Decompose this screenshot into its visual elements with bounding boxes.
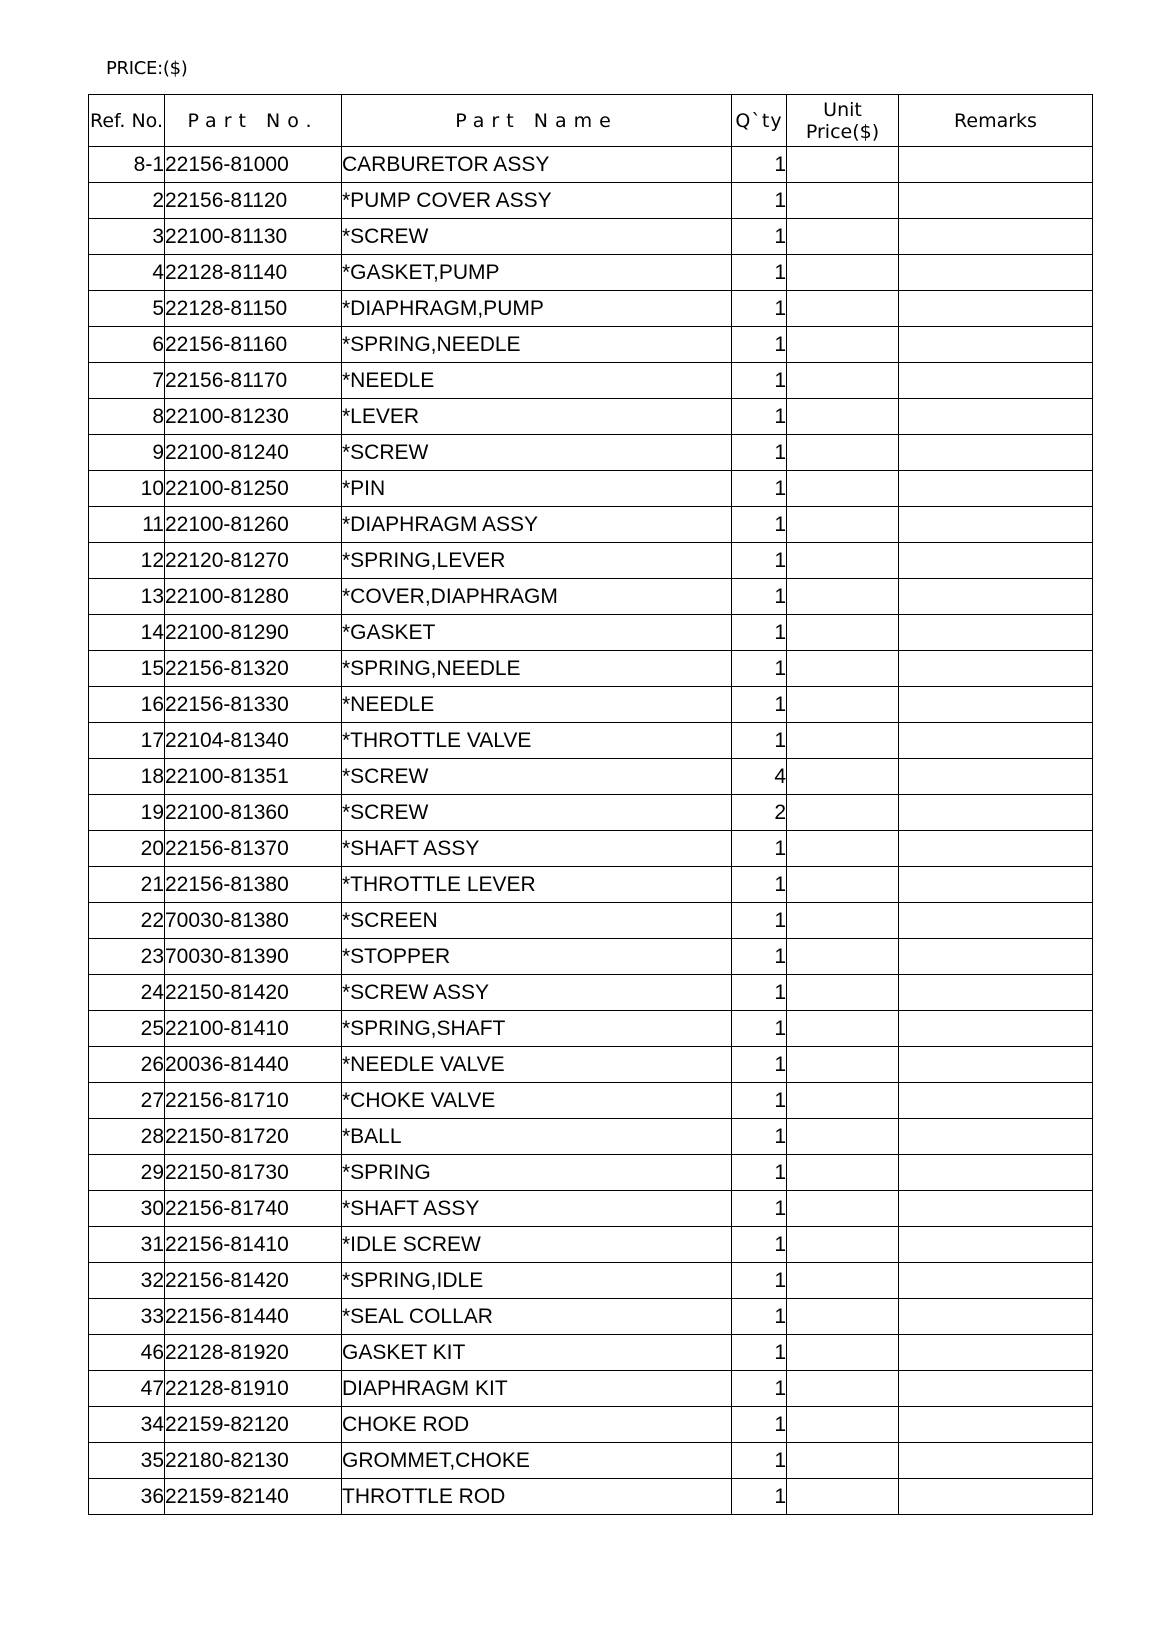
part-name-cell: *SHAFT ASSY: [342, 1191, 732, 1227]
qty-cell: 1: [732, 1371, 787, 1407]
part-name-cell: GROMMET,CHOKE: [342, 1443, 732, 1479]
part-no-cell: 22180-82130: [165, 1443, 342, 1479]
table-row: [89, 867, 1093, 903]
unit-price-line1: Unit: [823, 98, 862, 121]
part-no-cell: 22104-81340: [165, 723, 342, 759]
column-header-unit-price: [787, 95, 899, 147]
part-no-cell: 22128-81910: [165, 1371, 342, 1407]
unit-price-cell: [787, 795, 899, 831]
qty-cell: 1: [732, 939, 787, 975]
ref-no-cell: 20: [89, 831, 165, 867]
part-no-cell: 22156-81320: [165, 651, 342, 687]
unit-price-cell: [787, 183, 899, 219]
part-name-cell: *SEAL COLLAR: [342, 1299, 732, 1335]
unit-price-cell: [787, 1443, 899, 1479]
part-no-cell: 22100-81351: [165, 759, 342, 795]
table-row: [89, 1191, 1093, 1227]
part-name-cell: *IDLE SCREW: [342, 1227, 732, 1263]
ref-no-cell: 36: [89, 1479, 165, 1515]
qty-cell: 1: [732, 831, 787, 867]
remarks-cell: [899, 1335, 1093, 1371]
unit-price-cell: [787, 147, 899, 183]
part-no-cell: 22156-81160: [165, 327, 342, 363]
qty-cell: 4: [732, 759, 787, 795]
column-header-remarks: Remarks: [899, 95, 1093, 147]
table-row: [89, 291, 1093, 327]
unit-price-cell: [787, 1299, 899, 1335]
remarks-cell: [899, 1371, 1093, 1407]
table-row: [89, 327, 1093, 363]
part-no-cell: 22156-81380: [165, 867, 342, 903]
qty-cell: 1: [732, 903, 787, 939]
unit-price-cell: [787, 1047, 899, 1083]
table-row: [89, 939, 1093, 975]
part-no-cell: 70030-81390: [165, 939, 342, 975]
part-name-cell: CARBURETOR ASSY: [342, 147, 732, 183]
qty-cell: 1: [732, 183, 787, 219]
unit-price-cell: [787, 1083, 899, 1119]
table-row: [89, 1371, 1093, 1407]
unit-price-cell: [787, 435, 899, 471]
table-row: [89, 363, 1093, 399]
table-body: [89, 147, 1093, 1515]
qty-cell: 1: [732, 1191, 787, 1227]
remarks-cell: [899, 1191, 1093, 1227]
remarks-cell: [899, 1047, 1093, 1083]
part-no-cell: 22156-81170: [165, 363, 342, 399]
remarks-cell: [899, 1479, 1093, 1515]
part-no-cell: 22156-81330: [165, 687, 342, 723]
ref-no-cell: 3: [89, 219, 165, 255]
unit-price-cell: [787, 219, 899, 255]
qty-cell: 1: [732, 1227, 787, 1263]
remarks-cell: [899, 435, 1093, 471]
ref-no-cell: 19: [89, 795, 165, 831]
part-no-cell: 22150-81730: [165, 1155, 342, 1191]
part-no-cell: 22150-81720: [165, 1119, 342, 1155]
part-name-cell: *GASKET,PUMP: [342, 255, 732, 291]
part-name-cell: *SCREW: [342, 435, 732, 471]
parts-table: [88, 94, 1093, 1515]
qty-cell: 1: [732, 291, 787, 327]
ref-no-cell: 22: [89, 903, 165, 939]
part-name-cell: *SCREEN: [342, 903, 732, 939]
part-name-cell: *LEVER: [342, 399, 732, 435]
remarks-cell: [899, 291, 1093, 327]
unit-price-cell: [787, 1155, 899, 1191]
unit-price-cell: [787, 507, 899, 543]
ref-no-cell: 28: [89, 1119, 165, 1155]
remarks-cell: [899, 399, 1093, 435]
ref-no-cell: 25: [89, 1011, 165, 1047]
ref-no-cell: 26: [89, 1047, 165, 1083]
part-no-cell: 22159-82120: [165, 1407, 342, 1443]
table-row: [89, 1011, 1093, 1047]
column-header-ref-no: Ref. No.: [89, 95, 165, 147]
column-header-qty: Q`ty: [732, 95, 787, 147]
remarks-cell: [899, 363, 1093, 399]
unit-price-cell: [787, 1119, 899, 1155]
qty-cell: 1: [732, 327, 787, 363]
part-name-cell: *DIAPHRAGM,PUMP: [342, 291, 732, 327]
part-name-cell: *NEEDLE: [342, 687, 732, 723]
unit-price-cell: [787, 1263, 899, 1299]
part-no-cell: 22100-81260: [165, 507, 342, 543]
remarks-cell: [899, 1299, 1093, 1335]
unit-price-cell: [787, 687, 899, 723]
qty-cell: 1: [732, 1299, 787, 1335]
unit-price-cell: [787, 975, 899, 1011]
unit-price-cell: [787, 867, 899, 903]
part-no-cell: 22156-81740: [165, 1191, 342, 1227]
part-name-cell: *SHAFT ASSY: [342, 831, 732, 867]
table-row: [89, 903, 1093, 939]
ref-no-cell: 21: [89, 867, 165, 903]
unit-price-cell: [787, 1371, 899, 1407]
part-name-cell: *NEEDLE: [342, 363, 732, 399]
remarks-cell: [899, 507, 1093, 543]
unit-price-cell: [787, 255, 899, 291]
column-header-part-no: Part No.: [165, 95, 342, 147]
part-no-cell: 22156-81000: [165, 147, 342, 183]
table-row: [89, 147, 1093, 183]
unit-price-cell: [787, 615, 899, 651]
part-no-cell: 22156-81440: [165, 1299, 342, 1335]
table-row: [89, 435, 1093, 471]
part-no-cell: 22128-81920: [165, 1335, 342, 1371]
part-name-cell: *STOPPER: [342, 939, 732, 975]
part-no-cell: 22156-81370: [165, 831, 342, 867]
remarks-cell: [899, 723, 1093, 759]
unit-price-cell: [787, 471, 899, 507]
table-row: [89, 1227, 1093, 1263]
remarks-cell: [899, 759, 1093, 795]
part-no-cell: 22156-81120: [165, 183, 342, 219]
table-row: [89, 687, 1093, 723]
remarks-cell: [899, 327, 1093, 363]
qty-cell: 1: [732, 507, 787, 543]
part-no-cell: 22100-81250: [165, 471, 342, 507]
remarks-cell: [899, 1011, 1093, 1047]
ref-no-cell: 31: [89, 1227, 165, 1263]
ref-no-cell: 8-1: [89, 147, 165, 183]
remarks-cell: [899, 1155, 1093, 1191]
part-name-cell: *THROTTLE VALVE: [342, 723, 732, 759]
qty-cell: 1: [732, 1119, 787, 1155]
ref-no-cell: 23: [89, 939, 165, 975]
ref-no-cell: 33: [89, 1299, 165, 1335]
part-name-cell: *SPRING,NEEDLE: [342, 327, 732, 363]
part-no-cell: 22156-81710: [165, 1083, 342, 1119]
remarks-cell: [899, 219, 1093, 255]
table-row: [89, 795, 1093, 831]
part-name-cell: GASKET KIT: [342, 1335, 732, 1371]
part-name-cell: *GASKET: [342, 615, 732, 651]
ref-no-cell: 4: [89, 255, 165, 291]
qty-cell: 1: [732, 1083, 787, 1119]
remarks-cell: [899, 1443, 1093, 1479]
unit-price-cell: [787, 327, 899, 363]
part-name-cell: *DIAPHRAGM ASSY: [342, 507, 732, 543]
ref-no-cell: 8: [89, 399, 165, 435]
part-no-cell: 22159-82140: [165, 1479, 342, 1515]
qty-cell: 1: [732, 147, 787, 183]
qty-cell: 1: [732, 1047, 787, 1083]
table-row: [89, 1299, 1093, 1335]
table-header-row: [89, 95, 1093, 147]
part-no-cell: 22100-81410: [165, 1011, 342, 1047]
unit-price-cell: [787, 759, 899, 795]
remarks-cell: [899, 1083, 1093, 1119]
qty-cell: 1: [732, 723, 787, 759]
remarks-cell: [899, 1407, 1093, 1443]
remarks-cell: [899, 651, 1093, 687]
table-row: [89, 1155, 1093, 1191]
ref-no-cell: 15: [89, 651, 165, 687]
table-row: [89, 1407, 1093, 1443]
ref-no-cell: 32: [89, 1263, 165, 1299]
part-no-cell: 22100-81130: [165, 219, 342, 255]
qty-cell: 1: [732, 579, 787, 615]
part-name-cell: *NEEDLE VALVE: [342, 1047, 732, 1083]
part-name-cell: THROTTLE ROD: [342, 1479, 732, 1515]
table-row: [89, 723, 1093, 759]
ref-no-cell: 47: [89, 1371, 165, 1407]
unit-price-cell: [787, 291, 899, 327]
part-name-cell: CHOKE ROD: [342, 1407, 732, 1443]
part-name-cell: *COVER,DIAPHRAGM: [342, 579, 732, 615]
table-row: [89, 759, 1093, 795]
table-row: [89, 543, 1093, 579]
qty-cell: 1: [732, 255, 787, 291]
qty-cell: 2: [732, 795, 787, 831]
unit-price-cell: [787, 831, 899, 867]
part-name-cell: *PUMP COVER ASSY: [342, 183, 732, 219]
qty-cell: 1: [732, 543, 787, 579]
part-no-cell: 22100-81290: [165, 615, 342, 651]
part-name-cell: DIAPHRAGM KIT: [342, 1371, 732, 1407]
qty-cell: 1: [732, 435, 787, 471]
ref-no-cell: 12: [89, 543, 165, 579]
remarks-cell: [899, 939, 1093, 975]
ref-no-cell: 2: [89, 183, 165, 219]
unit-price-cell: [787, 543, 899, 579]
qty-cell: 1: [732, 219, 787, 255]
part-no-cell: 22120-81270: [165, 543, 342, 579]
remarks-cell: [899, 471, 1093, 507]
table-row: [89, 579, 1093, 615]
table-row: [89, 1479, 1093, 1515]
table-row: [89, 651, 1093, 687]
remarks-cell: [899, 147, 1093, 183]
part-name-cell: *SPRING,LEVER: [342, 543, 732, 579]
qty-cell: 1: [732, 363, 787, 399]
qty-cell: 1: [732, 399, 787, 435]
remarks-cell: [899, 687, 1093, 723]
table-row: [89, 1119, 1093, 1155]
ref-no-cell: 46: [89, 1335, 165, 1371]
part-name-cell: *BALL: [342, 1119, 732, 1155]
part-name-cell: *SPRING,IDLE: [342, 1263, 732, 1299]
remarks-cell: [899, 579, 1093, 615]
unit-price-cell: [787, 1191, 899, 1227]
unit-price-cell: [787, 363, 899, 399]
ref-no-cell: 34: [89, 1407, 165, 1443]
unit-price-line2: Price($): [805, 120, 880, 143]
remarks-cell: [899, 1227, 1093, 1263]
qty-cell: 1: [732, 1479, 787, 1515]
table-row: [89, 399, 1093, 435]
table-row: [89, 507, 1093, 543]
part-no-cell: 70030-81380: [165, 903, 342, 939]
unit-price-cell: [787, 1227, 899, 1263]
remarks-cell: [899, 795, 1093, 831]
table-row: [89, 255, 1093, 291]
part-no-cell: 20036-81440: [165, 1047, 342, 1083]
table-row: [89, 615, 1093, 651]
ref-no-cell: 14: [89, 615, 165, 651]
ref-no-cell: 16: [89, 687, 165, 723]
part-no-cell: 22150-81420: [165, 975, 342, 1011]
qty-cell: 1: [732, 1155, 787, 1191]
part-no-cell: 22128-81140: [165, 255, 342, 291]
price-label: PRICE:($): [106, 58, 188, 79]
table-row: [89, 219, 1093, 255]
table-row: [89, 975, 1093, 1011]
part-name-cell: *THROTTLE LEVER: [342, 867, 732, 903]
part-name-cell: *CHOKE VALVE: [342, 1083, 732, 1119]
remarks-cell: [899, 1263, 1093, 1299]
part-name-cell: *SCREW ASSY: [342, 975, 732, 1011]
qty-cell: 1: [732, 1443, 787, 1479]
table-row: [89, 1263, 1093, 1299]
table-row: [89, 1443, 1093, 1479]
unit-price-cell: [787, 651, 899, 687]
table-row: [89, 1335, 1093, 1371]
ref-no-cell: 29: [89, 1155, 165, 1191]
part-name-cell: *SCREW: [342, 759, 732, 795]
table-row: [89, 831, 1093, 867]
column-header-part-name: Part Name: [342, 95, 732, 147]
part-name-cell: *PIN: [342, 471, 732, 507]
part-name-cell: *SCREW: [342, 795, 732, 831]
unit-price-cell: [787, 579, 899, 615]
qty-cell: 1: [732, 867, 787, 903]
ref-no-cell: 18: [89, 759, 165, 795]
remarks-cell: [899, 255, 1093, 291]
ref-no-cell: 5: [89, 291, 165, 327]
remarks-cell: [899, 867, 1093, 903]
qty-cell: 1: [732, 651, 787, 687]
remarks-cell: [899, 975, 1093, 1011]
unit-price-cell: [787, 1407, 899, 1443]
unit-price-cell: [787, 399, 899, 435]
unit-price-cell: [787, 1479, 899, 1515]
part-no-cell: 22156-81410: [165, 1227, 342, 1263]
qty-cell: 1: [732, 615, 787, 651]
qty-cell: 1: [732, 975, 787, 1011]
ref-no-cell: 13: [89, 579, 165, 615]
ref-no-cell: 9: [89, 435, 165, 471]
ref-no-cell: 11: [89, 507, 165, 543]
part-no-cell: 22100-81280: [165, 579, 342, 615]
part-no-cell: 22100-81240: [165, 435, 342, 471]
unit-price-cell: [787, 939, 899, 975]
table-row: [89, 471, 1093, 507]
ref-no-cell: 24: [89, 975, 165, 1011]
remarks-cell: [899, 183, 1093, 219]
unit-price-cell: [787, 1011, 899, 1047]
qty-cell: 1: [732, 1407, 787, 1443]
part-name-cell: *SPRING,NEEDLE: [342, 651, 732, 687]
ref-no-cell: 6: [89, 327, 165, 363]
table-row: [89, 1047, 1093, 1083]
part-no-cell: 22156-81420: [165, 1263, 342, 1299]
table-row: [89, 183, 1093, 219]
qty-cell: 1: [732, 1011, 787, 1047]
part-no-cell: 22100-81360: [165, 795, 342, 831]
ref-no-cell: 35: [89, 1443, 165, 1479]
unit-price-cell: [787, 1335, 899, 1371]
remarks-cell: [899, 615, 1093, 651]
remarks-cell: [899, 1119, 1093, 1155]
table-row: [89, 1083, 1093, 1119]
qty-cell: 1: [732, 1263, 787, 1299]
ref-no-cell: 17: [89, 723, 165, 759]
part-name-cell: *SCREW: [342, 219, 732, 255]
ref-no-cell: 30: [89, 1191, 165, 1227]
part-name-cell: *SPRING: [342, 1155, 732, 1191]
part-no-cell: 22100-81230: [165, 399, 342, 435]
qty-cell: 1: [732, 1335, 787, 1371]
qty-cell: 1: [732, 471, 787, 507]
unit-price-cell: [787, 903, 899, 939]
remarks-cell: [899, 543, 1093, 579]
remarks-cell: [899, 831, 1093, 867]
unit-price-cell: [787, 723, 899, 759]
part-no-cell: 22128-81150: [165, 291, 342, 327]
remarks-cell: [899, 903, 1093, 939]
ref-no-cell: 27: [89, 1083, 165, 1119]
part-name-cell: *SPRING,SHAFT: [342, 1011, 732, 1047]
ref-no-cell: 10: [89, 471, 165, 507]
ref-no-cell: 7: [89, 363, 165, 399]
qty-cell: 1: [732, 687, 787, 723]
